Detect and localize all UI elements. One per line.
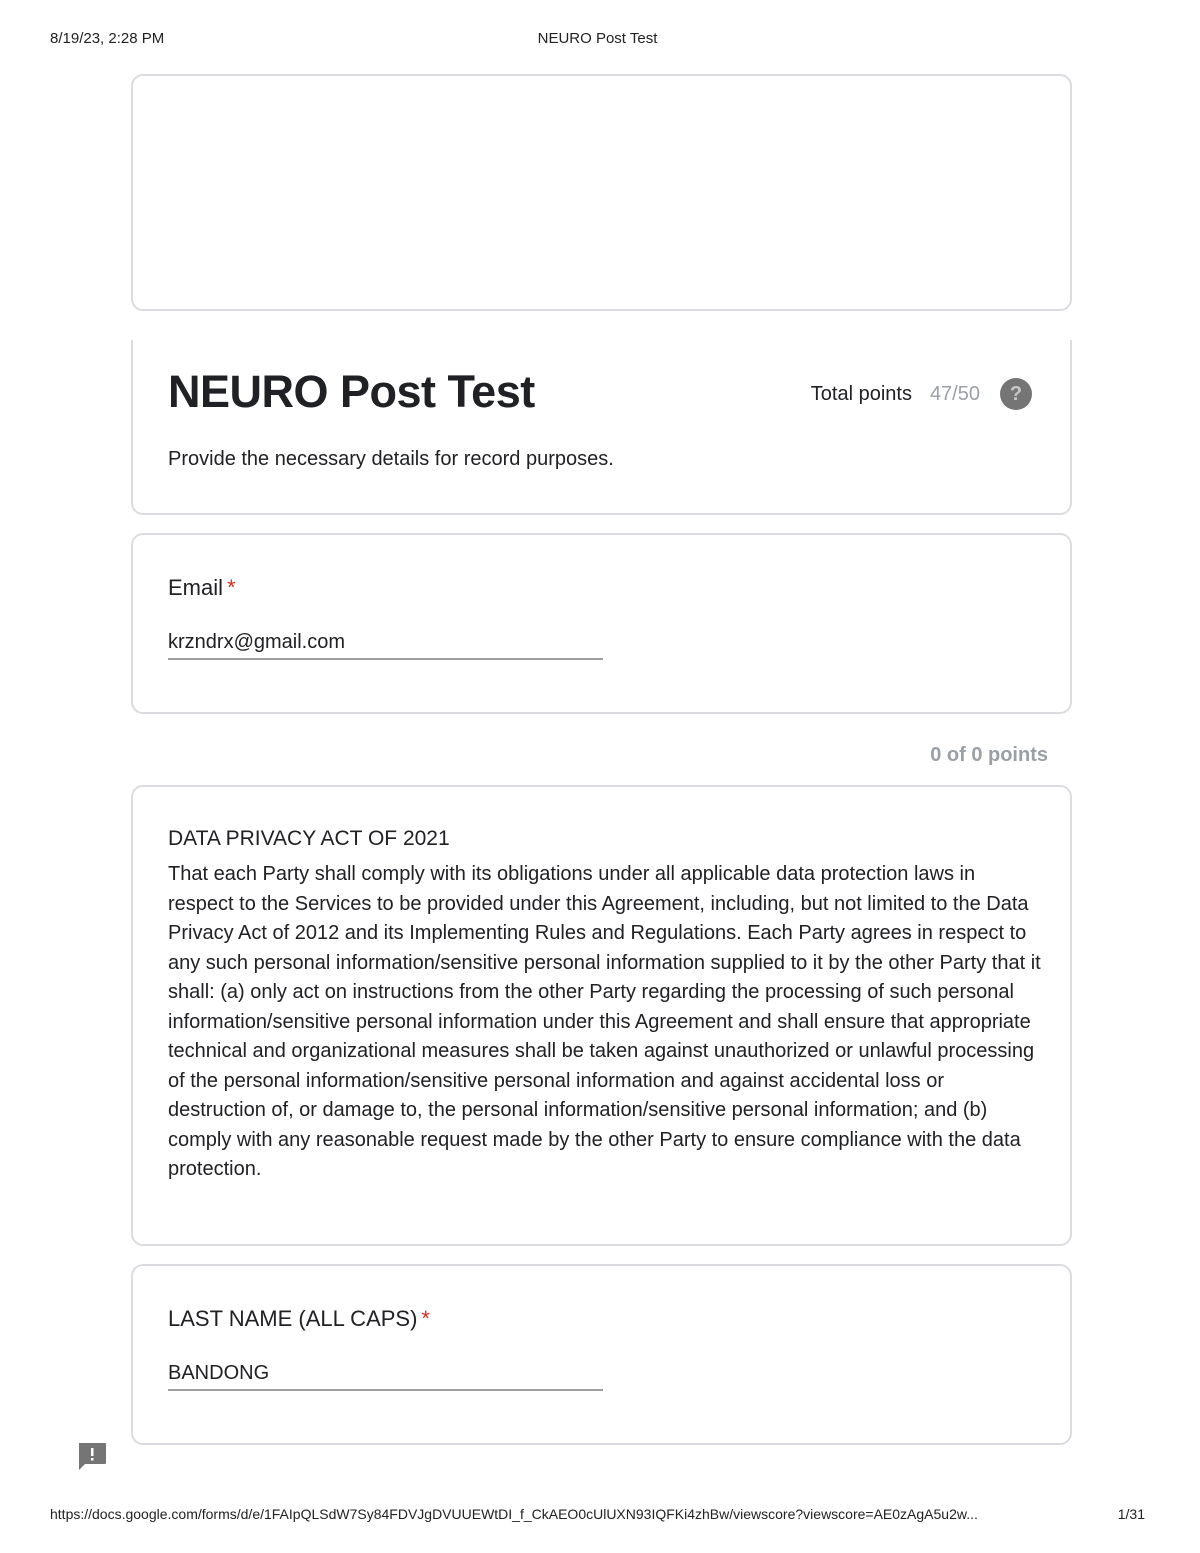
feedback-icon[interactable] <box>76 1440 108 1472</box>
lastname-label-text: LAST NAME (ALL CAPS) <box>168 1306 418 1331</box>
form-description: Provide the necessary details for record purposes. <box>168 448 614 470</box>
help-circle-icon[interactable]: ? <box>1000 378 1032 410</box>
print-page-number: 1/31 <box>1117 1506 1145 1522</box>
data-privacy-body: That each Party shall comply with its obligations under all applicable data protection laws in respect to the Services to be provided under this Agreement, including, but not limited to the Data Privacy Act of 2012 and its Implementing Rules and Regulations. Each Party agrees in respect to any such personal information/sensitive personal information supplied to it by the other Party that it shall: (a) only act on instructions from the other Party regarding the processing of such personal information/sensitive personal information under this Agreement and shall ensure that appropriate technical and organizational measures shall be taken against unauthorized or unlawful processing of the personal information/sensitive personal information and against accidental loss or destruction of, or damage to, the personal information/sensitive personal information; and (b) comply with any reasonable request made by the other Party to ensure compliance with the data protection. <box>168 863 1041 1180</box>
form-banner <box>131 74 1072 311</box>
data-privacy-title: DATA PRIVACY ACT OF 2021 <box>168 827 450 850</box>
total-points-score: 47/50 <box>929 382 980 405</box>
form-header-card <box>131 340 1072 515</box>
email-label-text: Email <box>168 575 224 600</box>
form-title: NEURO Post Test <box>168 366 535 417</box>
print-header <box>50 30 1145 50</box>
section-points: 0 of 0 points <box>930 744 1048 766</box>
total-points <box>811 378 1032 410</box>
data-privacy-card <box>131 785 1072 1246</box>
lastname-question-label <box>168 1306 430 1332</box>
email-question-label <box>168 575 236 601</box>
lastname-question-card <box>131 1264 1072 1445</box>
print-datetime: 8/19/23, 2:28 PM <box>50 30 165 47</box>
lastname-answer: BANDONG <box>168 1362 603 1391</box>
required-asterisk: * <box>227 575 236 600</box>
email-question-card <box>131 533 1072 714</box>
print-url: https://docs.google.com/forms/d/e/1FAIpQLSdW7Sy84FDVJgDVUUEWtDI_f_CkAEO0cUlUXN93IQFKi4zhBw/viewscore?viewscore=AE0zAgA5u2w... <box>50 1506 978 1522</box>
print-title: NEURO Post Test <box>537 30 658 47</box>
total-points-label: Total points <box>810 382 912 405</box>
required-asterisk: * <box>421 1306 430 1331</box>
email-answer: krzndrx@gmail.com <box>168 631 603 660</box>
